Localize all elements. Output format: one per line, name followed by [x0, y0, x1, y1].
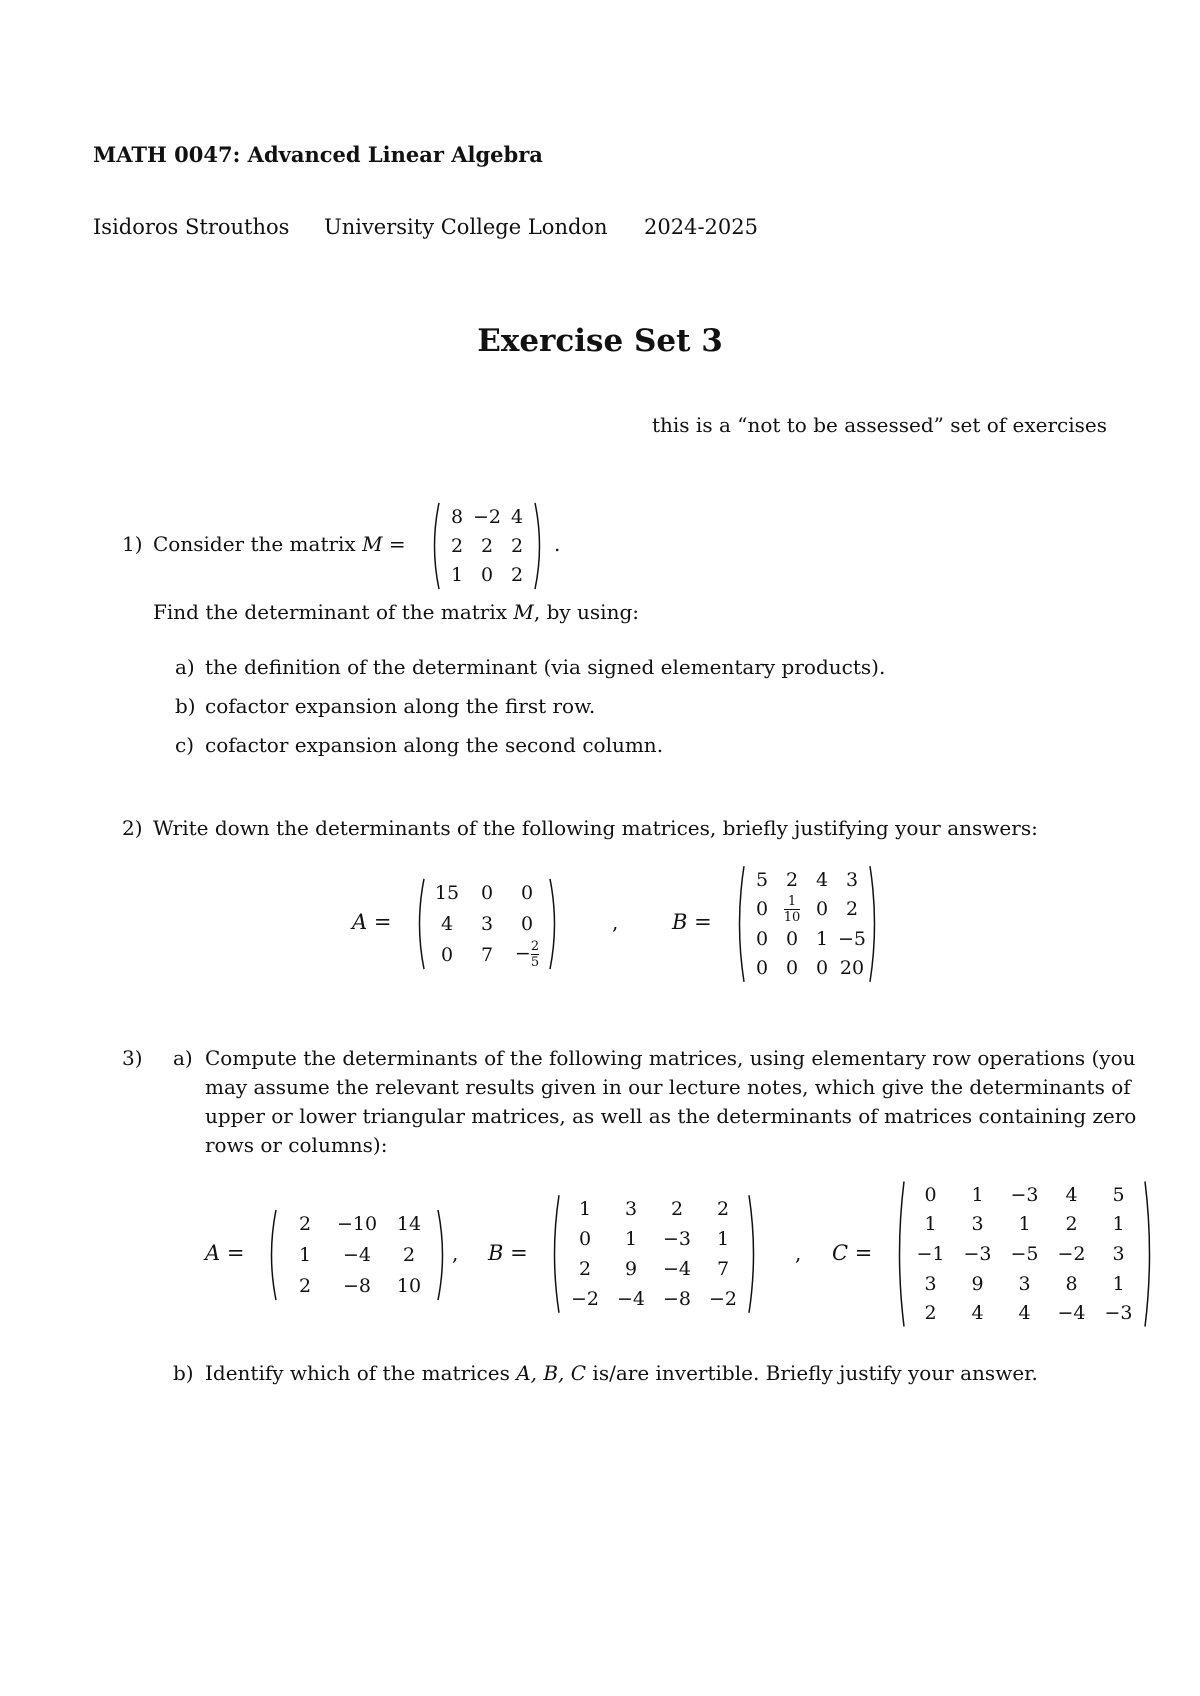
q1-intro-text: Consider the matrix	[153, 532, 356, 556]
q3-separator-1: ,	[452, 1241, 459, 1265]
matrix-entry: 2	[1065, 1213, 1078, 1236]
matrix-entry: 1	[716, 1228, 730, 1250]
matrix-entry: −2	[1057, 1242, 1086, 1265]
q2-number: 2)	[122, 816, 143, 840]
q1-prompt-text: Find the determinant of the matrix	[153, 600, 508, 624]
matrix-entry	[777, 895, 807, 924]
matrix-entry: −3	[963, 1242, 992, 1265]
page-title: Exercise Set 3	[477, 323, 723, 359]
matrix-entry: 0	[520, 882, 534, 905]
left-parenthesis	[893, 1180, 907, 1328]
q1-part-c-text: cofactor expansion along the second column.	[205, 733, 664, 757]
q3-C-label: C =	[832, 1241, 873, 1265]
fraction-denominator: 5	[530, 955, 540, 971]
q2-B-label: B =	[672, 910, 712, 934]
course-title: MATH 0047: Advanced Linear Algebra	[93, 142, 543, 167]
matrix-entry: 7	[716, 1258, 730, 1280]
q3-matrix-A	[265, 1209, 449, 1301]
matrix-entry: −5	[837, 927, 866, 950]
q3-part-a-label: a)	[173, 1046, 193, 1070]
matrix-grid	[747, 865, 867, 983]
matrix-entry: 0	[440, 943, 454, 966]
matrix-entry: 8	[450, 505, 464, 528]
fraction	[531, 940, 539, 969]
q1-number: 1)	[122, 532, 143, 556]
matrix-entry: 3	[845, 868, 859, 891]
matrix-entry: 2	[670, 1198, 684, 1220]
matrix-entry: 2	[480, 534, 494, 557]
q3-part-a-line-3: upper or lower triangular matrices, as well as the determinants of matrices containing zero	[205, 1104, 1137, 1128]
matrix-grid	[427, 878, 547, 970]
matrix-entry: −2	[570, 1288, 599, 1310]
author-name: Isidoros Strouthos	[93, 215, 290, 239]
matrix-grid	[562, 1194, 746, 1314]
q1-part-c-label: c)	[175, 733, 195, 757]
matrix-entry: 2	[716, 1198, 730, 1220]
matrix-entry: 3	[924, 1272, 937, 1295]
matrix-entry: 0	[924, 1183, 937, 1206]
q3-part-a-line-2: may assume the relevant results given in our lecture notes, which give the determinants of	[205, 1075, 1131, 1099]
matrix-entry: 2	[298, 1274, 312, 1297]
matrix-entry: −4	[342, 1243, 371, 1266]
q2-A-label: A =	[352, 910, 392, 934]
matrix-entry: 0	[755, 898, 769, 921]
matrix-entry: 4	[971, 1302, 984, 1325]
matrix-entry: 0	[578, 1228, 592, 1250]
matrix-entry: 2	[785, 868, 799, 891]
left-parenthesis	[265, 1209, 279, 1301]
matrix-entry: 3	[971, 1213, 984, 1236]
matrix-entry: 0	[755, 957, 769, 980]
matrix-entry: −4	[662, 1258, 691, 1280]
matrix-entry: −8	[342, 1274, 371, 1297]
matrix-entry: −3	[1010, 1183, 1039, 1206]
assessment-note: this is a “not to be assessed” set of exercises	[651, 413, 1107, 437]
matrix-entry: 1	[815, 927, 829, 950]
matrix-entry: 0	[815, 898, 829, 921]
q2-text: Write down the determinants of the following matrices, briefly justifying your answers:	[153, 816, 1038, 840]
q1-part-a-label: a)	[175, 655, 195, 679]
right-parenthesis	[532, 502, 546, 590]
q3-B-label: B =	[488, 1241, 528, 1265]
left-parenthesis	[413, 878, 427, 970]
matrix-entry: − $\frac{2}{5}$	[514, 939, 540, 971]
q1-part-a-text: the definition of the determinant (via signed elementary products).	[205, 655, 886, 679]
matrix-entry: 3	[624, 1198, 638, 1220]
matrix-entry: 1	[1112, 1272, 1125, 1295]
matrix-entry: 2	[578, 1258, 592, 1280]
q3-matrix-C	[893, 1180, 1156, 1328]
matrix-entry: 0	[755, 927, 769, 950]
q2-matrix-A	[413, 878, 561, 970]
q3-part-b-vars: A, B, C	[516, 1361, 587, 1385]
matrix-entry: 1	[924, 1213, 937, 1236]
institution-name: University College London	[324, 215, 608, 239]
matrix-entry: 5	[1112, 1183, 1125, 1206]
matrix-entry: −2	[708, 1288, 737, 1310]
matrix-entry: 0	[785, 927, 799, 950]
matrix-entry: −1	[916, 1242, 945, 1265]
q3-part-b-post: is/are invertible. Briefly justify your answer.	[586, 1361, 1038, 1385]
q3-part-a-line-4: rows or columns):	[205, 1133, 388, 1157]
matrix-entry: −10	[336, 1213, 378, 1236]
matrix-entry: 0	[815, 957, 829, 980]
q3-part-b-label: b)	[173, 1361, 194, 1385]
q1-prompt-var: M	[513, 600, 534, 624]
q1-matrix-label: M =	[362, 532, 406, 556]
q1-period: .	[554, 532, 561, 556]
q3-part-a-line-1: Compute the determinants of the following matrices, using elementary row operations (you	[205, 1046, 1136, 1070]
q3-part-b-text	[205, 1361, 1038, 1385]
matrix-entry: 0	[480, 564, 494, 587]
right-parenthesis	[547, 878, 561, 970]
right-parenthesis	[435, 1209, 449, 1301]
right-parenthesis	[867, 865, 881, 983]
matrix-entry: 4	[815, 868, 829, 891]
right-parenthesis	[1142, 1180, 1156, 1328]
matrix-entry: 1	[450, 564, 464, 587]
matrix-entry: 3	[1112, 1242, 1125, 1265]
q2-matrix-B	[733, 865, 881, 983]
matrix-entry: −8	[662, 1288, 691, 1310]
matrix-entry: 2	[845, 898, 859, 921]
matrix-entry: 8	[1065, 1272, 1078, 1295]
q3-separator-2: ,	[795, 1241, 802, 1265]
matrix-entry: 2	[510, 534, 524, 557]
matrix-entry: −2	[472, 505, 501, 528]
q1-prompt	[153, 600, 639, 624]
q1-intro	[153, 532, 406, 556]
matrix-entry: 20	[839, 957, 865, 980]
matrix-entry: 7	[480, 943, 494, 966]
matrix-entry: 0	[785, 957, 799, 980]
fraction-denominator: 10	[783, 909, 801, 925]
matrix-grid	[442, 502, 532, 590]
matrix-entry: 0	[520, 912, 534, 935]
matrix-entry: 3	[1018, 1272, 1031, 1295]
matrix-entry: 1	[624, 1228, 638, 1250]
q1-matrix-M	[428, 502, 546, 590]
q3-A-label: A =	[205, 1241, 245, 1265]
matrix-entry: 2	[298, 1213, 312, 1236]
left-parenthesis	[548, 1194, 562, 1314]
academic-year: 2024-2025	[644, 215, 758, 239]
matrix-entry: −3	[1104, 1302, 1133, 1325]
matrix-entry: 15	[434, 882, 460, 905]
matrix-entry: 1	[298, 1243, 312, 1266]
matrix-entry: 10	[396, 1274, 422, 1297]
matrix-grid	[907, 1180, 1142, 1328]
matrix-entry: 1	[1018, 1213, 1031, 1236]
matrix-entry: −5	[1010, 1242, 1039, 1265]
left-parenthesis	[428, 502, 442, 590]
matrix-entry: 4	[1065, 1183, 1078, 1206]
matrix-entry: 2	[402, 1243, 416, 1266]
fraction-numerator: 1	[787, 893, 797, 909]
fraction	[784, 895, 801, 924]
q1-prompt-tail: , by using:	[533, 600, 639, 624]
matrix-entry: 4	[510, 505, 524, 528]
matrix-entry: 3	[480, 912, 494, 935]
matrix-entry: 9	[971, 1272, 984, 1295]
q2-separator: ,	[612, 910, 619, 934]
matrix-entry: 2	[450, 534, 464, 557]
fraction-numerator: 2	[530, 939, 540, 955]
matrix-entry: 4	[1018, 1302, 1031, 1325]
matrix-entry: −3	[662, 1228, 691, 1250]
right-parenthesis	[746, 1194, 760, 1314]
matrix-entry: 1	[1112, 1213, 1125, 1236]
matrix-entry: 1	[971, 1183, 984, 1206]
left-parenthesis	[733, 865, 747, 983]
matrix-entry: 14	[396, 1213, 422, 1236]
matrix-entry: 2	[924, 1302, 937, 1325]
q3-number: 3)	[122, 1046, 143, 1070]
matrix-entry: 0	[480, 882, 494, 905]
matrix-entry: 2	[510, 564, 524, 587]
matrix-entry: 5	[755, 868, 769, 891]
matrix-entry: 9	[624, 1258, 638, 1280]
matrix-grid	[279, 1209, 435, 1301]
q1-part-b-text: cofactor expansion along the first row.	[205, 694, 596, 718]
matrix-entry: 1	[578, 1198, 592, 1220]
matrix-entry: −4	[616, 1288, 645, 1310]
matrix-entry: −4	[1057, 1302, 1086, 1325]
matrix-entry: 4	[440, 912, 454, 935]
q1-part-b-label: b)	[175, 694, 196, 718]
q3-part-b-pre: Identify which of the matrices	[205, 1361, 510, 1385]
q3-matrix-B	[548, 1194, 760, 1314]
